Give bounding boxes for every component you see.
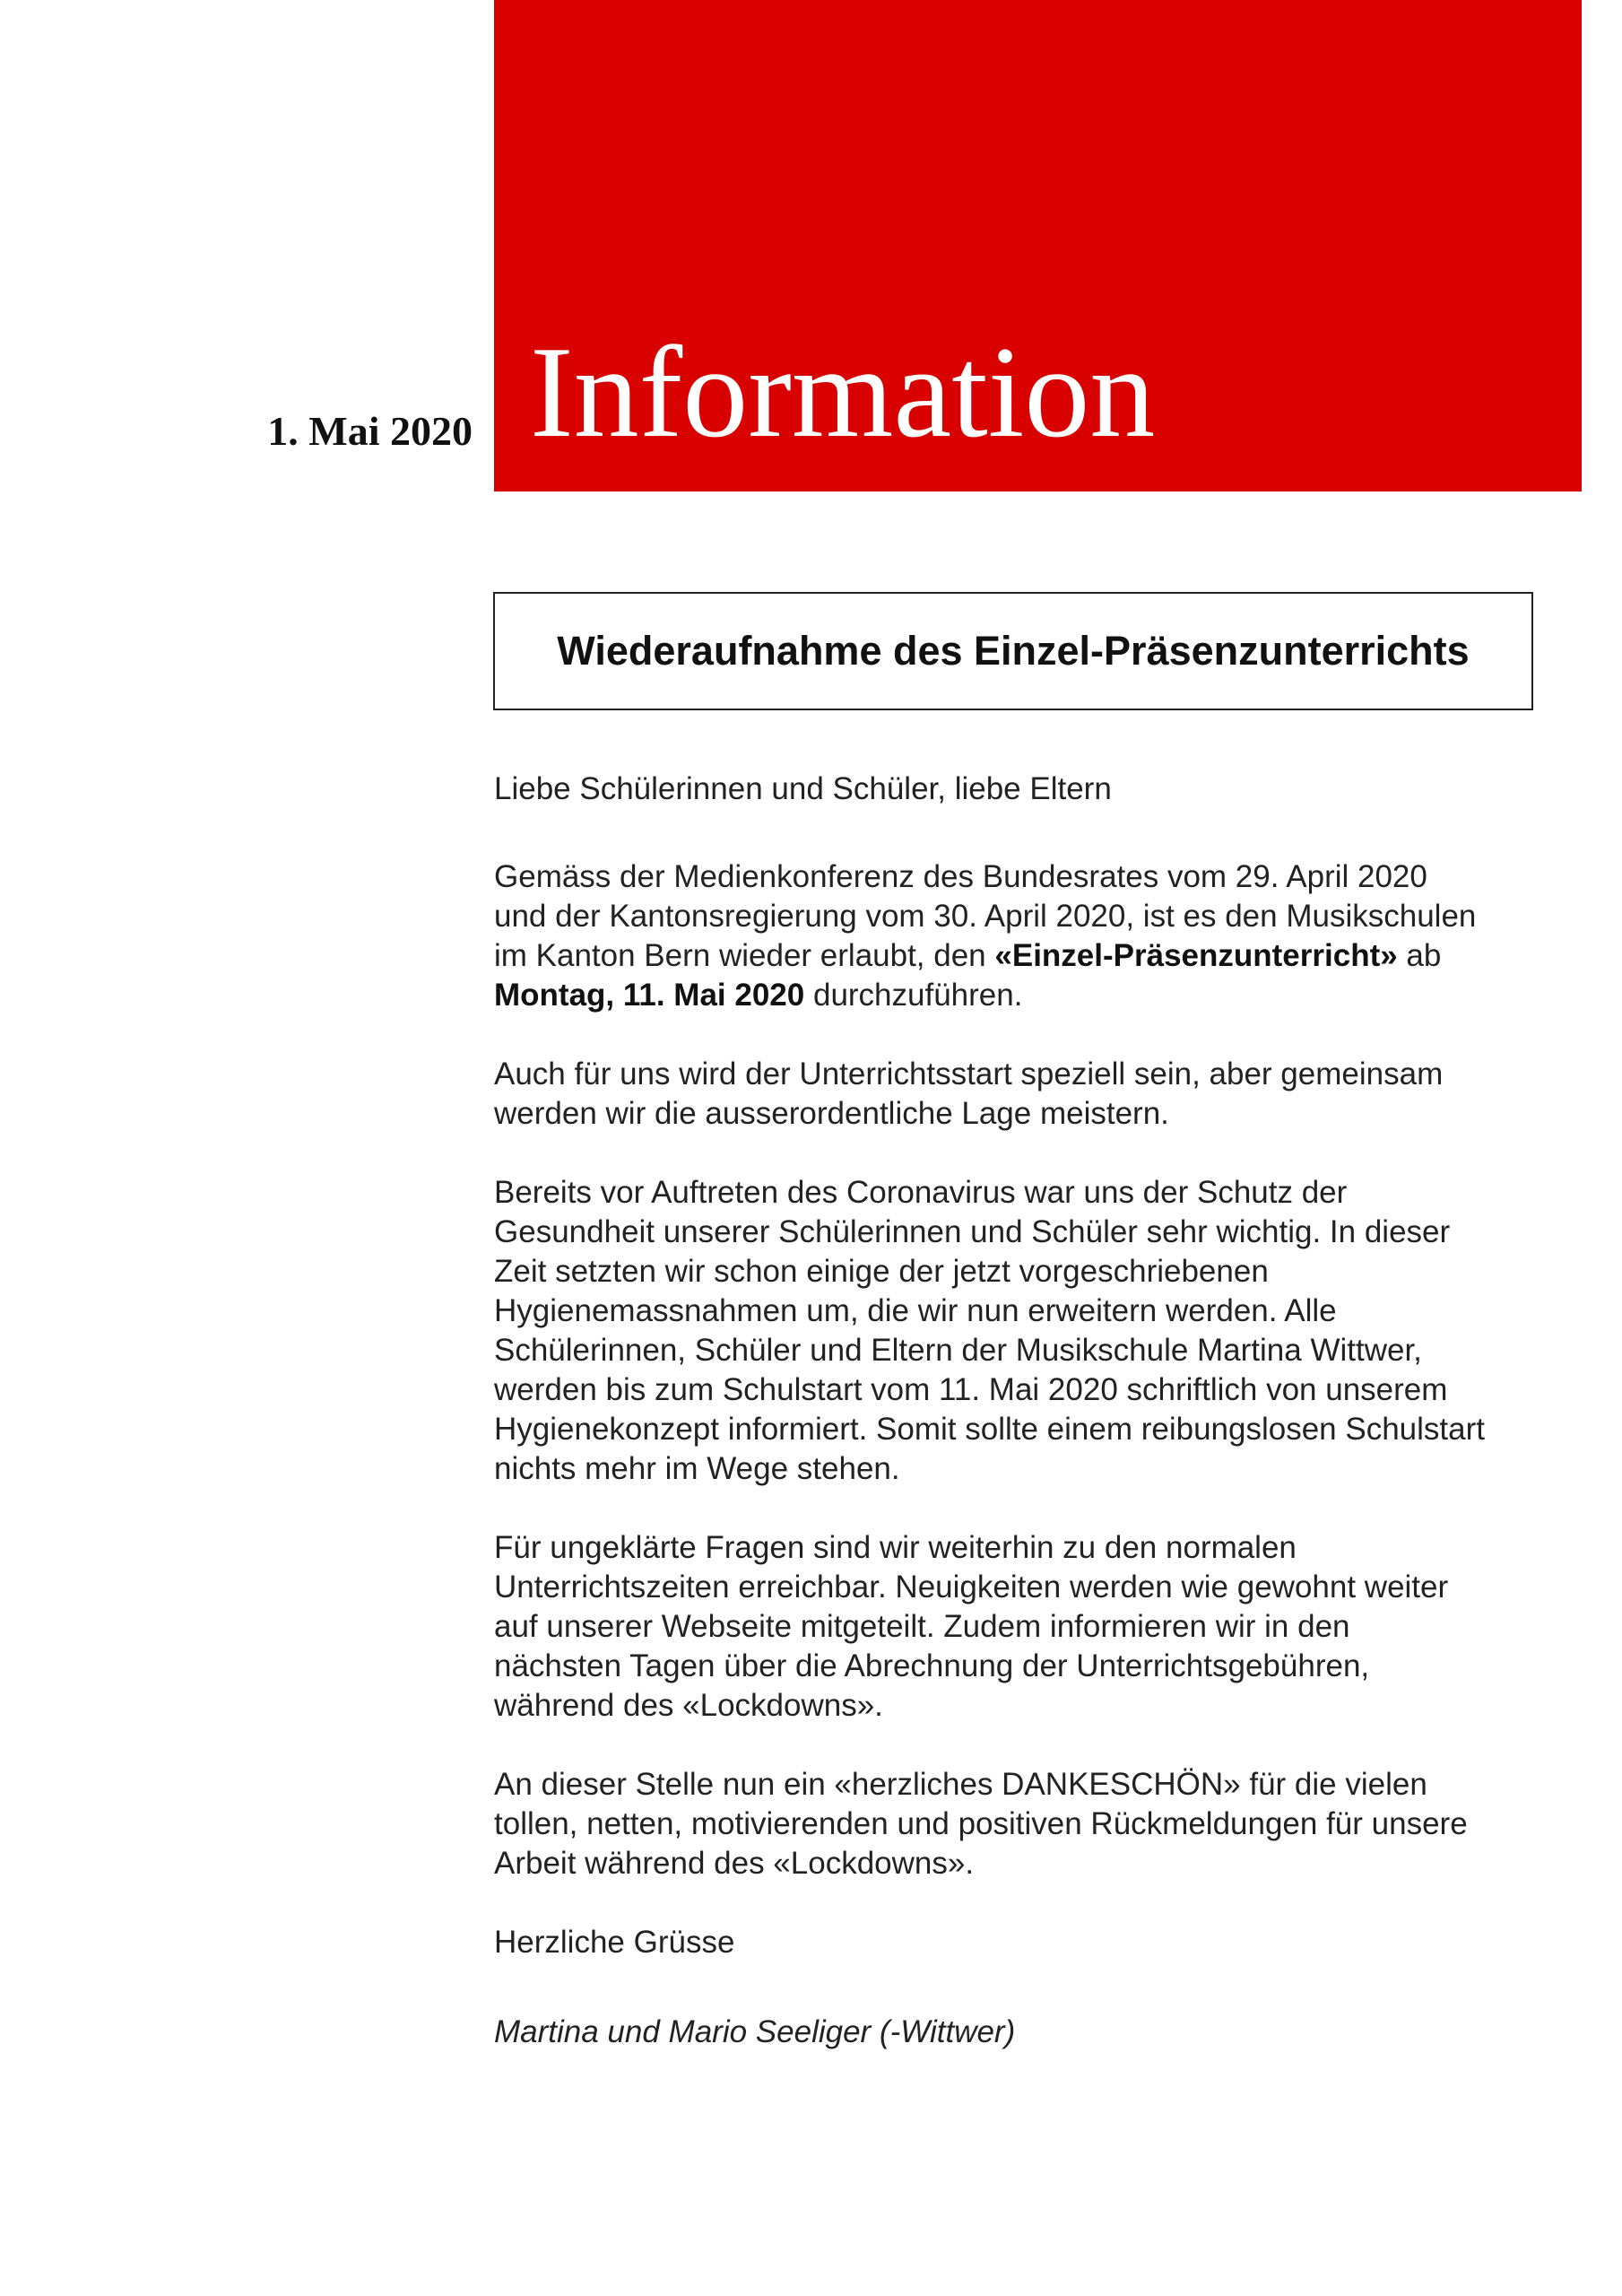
headline-box (493, 592, 1533, 710)
paragraph-line: und der Kantonsregierung vom 30. April 2020, ist es den Musikschulen (494, 899, 1477, 934)
banner-title: Information (530, 319, 1156, 465)
closing (494, 1923, 1552, 1962)
paragraph-line: Unterrichtszeiten erreichbar. Neuigkeiten werden wie gewohnt weiter (494, 1570, 1449, 1605)
paragraph-hygiene (494, 1173, 1552, 1489)
salutation (494, 770, 1552, 809)
paragraph-line: nächsten Tagen über die Abrechnung der Unterrichtsgebühren, (494, 1648, 1370, 1683)
paragraph-line: nichts mehr im Wege stehen. (494, 1451, 900, 1486)
paragraph-line: tollen, netten, motivierenden und positiven Rückmeldungen für unsere (494, 1806, 1468, 1841)
bold-start-date: Montag, 11. Mai 2020 (494, 978, 805, 1013)
header-banner (494, 0, 1582, 491)
paragraph-line: werden bis zum Schulstart vom 11. Mai 2020 schriftlich von unserem (494, 1372, 1448, 1407)
paragraph-announcement (494, 857, 1552, 1015)
paragraph-line (494, 936, 1552, 976)
paragraph-line: Auch für uns wird der Unterrichtsstart speziell sein, aber gemeinsam (494, 1057, 1444, 1091)
paragraph-line: Gemäss der Medienkonferenz des Bundesrates vom 29. April 2020 (494, 859, 1427, 894)
paragraph-line: Schülerinnen, Schüler und Eltern der Musikschule Martina Wittwer, (494, 1333, 1422, 1368)
paragraph-line: Gesundheit unserer Schülerinnen und Schüler sehr wichtig. In dieser (494, 1214, 1451, 1249)
salutation-line: Liebe Schülerinnen und Schüler, liebe Eltern (494, 771, 1112, 806)
paragraph-line: Arbeit während des «Lockdowns». (494, 1846, 975, 1881)
closing-line: Herzliche Grüsse (494, 1925, 735, 1960)
paragraph-line: Hygienekonzept informiert. Somit sollte einem reibungslosen Schulstart (494, 1412, 1485, 1447)
text-run: durchzuführen. (804, 978, 1023, 1013)
paragraph-questions (494, 1528, 1552, 1726)
paragraph-line: An dieser Stelle nun ein «herzliches DANKESCHÖN» für die vielen (494, 1767, 1427, 1802)
paragraph-line (494, 976, 1552, 1015)
text-run: ab (1397, 938, 1442, 973)
paragraph-line: Hygienemassnahmen um, die wir nun erweitern werden. Alle (494, 1293, 1337, 1328)
paragraph-line: Bereits vor Auftreten des Coronavirus war uns der Schutz der (494, 1175, 1348, 1210)
paragraph-start (494, 1055, 1552, 1134)
document-date: 1. Mai 2020 (267, 408, 473, 454)
paragraph-line: werden wir die ausserordentliche Lage meistern. (494, 1096, 1169, 1131)
paragraph-line: Für ungeklärte Fragen sind wir weiterhin zu den normalen (494, 1530, 1297, 1565)
paragraph-thanks (494, 1765, 1552, 1883)
headline-title: Wiederaufnahme des Einzel-Präsenzunterrichts (557, 628, 1470, 674)
signature-block (494, 2013, 1552, 2052)
text-run: im Kanton Bern wieder erlaubt, den (494, 938, 995, 973)
paragraph-line: während des «Lockdowns». (494, 1688, 883, 1723)
paragraph-line: auf unserer Webseite mitgeteilt. Zudem informieren wir in den (494, 1609, 1350, 1644)
bold-lesson-type: «Einzel-Präsenzunterricht» (994, 938, 1398, 973)
signature: Martina und Mario Seeliger (-Wittwer) (494, 2014, 1016, 2049)
letter-body (494, 770, 1552, 2092)
paragraph-line: Zeit setzten wir schon einige der jetzt vorgeschriebenen (494, 1254, 1269, 1289)
